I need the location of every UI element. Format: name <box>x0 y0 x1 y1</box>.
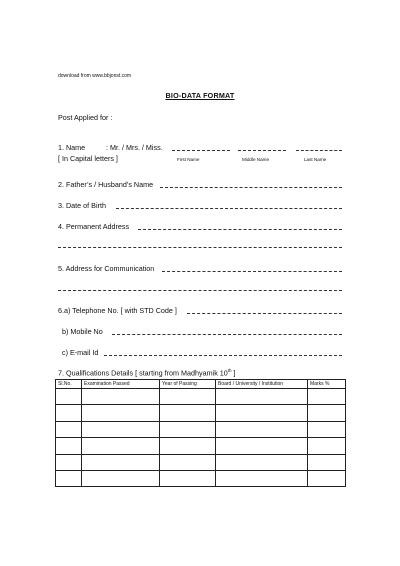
table-cell[interactable] <box>216 405 308 421</box>
table-cell[interactable] <box>308 438 346 454</box>
qualifications-heading: 7. Qualifications Details [ starting from Madhyamik 10th ] <box>58 368 236 378</box>
communication-address-line-1[interactable] <box>162 271 342 272</box>
date-of-birth-line[interactable] <box>116 208 342 209</box>
table-row <box>56 405 346 421</box>
email-line[interactable] <box>104 355 342 356</box>
middle-name-line[interactable] <box>238 150 286 151</box>
col-year: Year of Passing <box>160 380 216 389</box>
date-of-birth-label: 3. Date of Birth <box>58 201 106 210</box>
table-cell[interactable] <box>56 405 82 421</box>
mobile-label: b) Mobile No <box>62 327 103 336</box>
qualifications-table <box>55 379 346 487</box>
table-cell[interactable] <box>82 438 160 454</box>
table-cell[interactable] <box>82 470 160 486</box>
table-cell[interactable] <box>160 438 216 454</box>
capital-letters-note: [ In Capital letters ] <box>58 154 118 163</box>
page-title: BIO-DATA FORMAT <box>165 91 235 100</box>
col-examination: Examination Passed <box>82 380 160 389</box>
table-cell[interactable] <box>56 421 82 437</box>
table-cell[interactable] <box>216 438 308 454</box>
name-label: 1. Name <box>58 143 86 152</box>
mobile-line[interactable] <box>112 334 342 335</box>
table-cell[interactable] <box>82 421 160 437</box>
table-row <box>56 438 346 454</box>
email-label: c) E-mail Id <box>62 348 99 357</box>
last-name-caption: Last Name <box>304 157 327 162</box>
table-cell[interactable] <box>216 389 308 405</box>
last-name-line[interactable] <box>296 150 342 151</box>
communication-address-line-2[interactable] <box>58 290 342 291</box>
father-name-label: 2. Father’s / Husband’s Name <box>58 180 154 189</box>
table-header-row <box>56 380 346 389</box>
table-cell[interactable] <box>56 389 82 405</box>
table-row <box>56 421 346 437</box>
telephone-line[interactable] <box>187 313 342 314</box>
col-sl-no: Sl.No. <box>56 380 82 389</box>
table-cell[interactable] <box>308 454 346 470</box>
table-cell[interactable] <box>160 421 216 437</box>
table-cell[interactable] <box>82 389 160 405</box>
table-cell[interactable] <box>56 454 82 470</box>
col-board: Board / University / Institution <box>216 380 308 389</box>
table-cell[interactable] <box>82 454 160 470</box>
table-cell[interactable] <box>160 389 216 405</box>
table-cell[interactable] <box>56 470 82 486</box>
table-cell[interactable] <box>216 454 308 470</box>
first-name-caption: First Name <box>177 157 200 162</box>
communication-address-label: 5. Address for Communication <box>58 264 155 273</box>
telephone-label: 6.a) Telephone No. [ with STD Code ] <box>58 306 177 315</box>
table-cell[interactable] <box>308 405 346 421</box>
table-cell[interactable] <box>56 438 82 454</box>
table-cell[interactable] <box>160 454 216 470</box>
table-row <box>56 389 346 405</box>
col-marks: Marks % <box>308 380 346 389</box>
father-name-line[interactable] <box>160 187 342 188</box>
table-row <box>56 454 346 470</box>
post-applied-label: Post Applied for : <box>58 113 113 122</box>
table-cell[interactable] <box>160 470 216 486</box>
table-cell[interactable] <box>82 405 160 421</box>
middle-name-caption: Middle Name <box>242 157 270 162</box>
table-cell[interactable] <box>308 389 346 405</box>
permanent-address-label: 4. Permanent Address <box>58 222 130 231</box>
table-cell[interactable] <box>160 405 216 421</box>
permanent-address-line-2[interactable] <box>58 247 342 248</box>
source-note: download from www.bbjonst.com <box>58 73 132 79</box>
first-name-line[interactable] <box>172 150 230 151</box>
table-cell[interactable] <box>216 470 308 486</box>
table-cell[interactable] <box>308 421 346 437</box>
salutation-label: : Mr. / Mrs. / Miss. <box>106 143 163 152</box>
table-row <box>56 470 346 486</box>
table-cell[interactable] <box>308 470 346 486</box>
permanent-address-line-1[interactable] <box>138 229 342 230</box>
table-cell[interactable] <box>216 421 308 437</box>
